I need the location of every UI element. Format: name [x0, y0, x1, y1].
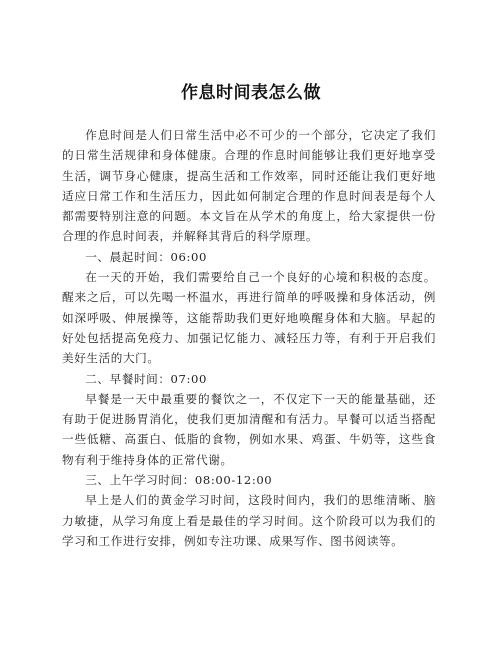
intro-paragraph: 作息时间是人们日常生活中必不可少的一个部分，它决定了我们的日常生活规律和身体健康。合理的作息时间能够让我们更好地享受生活，调节身心健康，提高生活和工作效率，同时还能让我们更好地适应日常工作和生活压力，因此如何制定合理的作息时间表是每个人都需要特别注意的问题。本文旨在从学术的角度上，给大家提供一份合理的作息时间表，并解释其背后的科学原理。 — [62, 128, 436, 244]
section-heading-wake-up: 一、晨起时间：06:00 — [85, 249, 207, 264]
breakfast-paragraph: 早餐是一天中最重要的餐饮之一，不仅定下一天的能量基础，还有助于促进肠胃消化，使我们更加清醒和有活力。早餐可以适当搭配一些低糖、高蛋白、低脂的食物，例如水果、鸡蛋、牛奶等，这些食物有利于维持身体的正常代谢。 — [62, 391, 436, 467]
morning-study-paragraph: 早上是人们的黄金学习时间，这段时间内，我们的思维清晰、脑力敏捷，从学习角度上看是最佳的学习时间。这个阶段可以为我们的学习和工作进行安排，例如专注功课、成果写作、图书阅读等。 — [62, 493, 436, 548]
section-heading-breakfast: 二、早餐时间：07:00 — [85, 371, 207, 386]
wake-up-paragraph: 在一天的开始，我们需要给自己一个良好的心境和积极的态度。醒来之后，可以先喝一杯温水，再进行简单的呼吸操和身体活动，例如深呼吸、伸展操等，这能帮助我们更好地唤醒身体和大脑。早起的好处包括提高免疫力、加强记忆能力、减轻压力等，有利于开启我们美好生活的大门。 — [62, 270, 436, 366]
document-title: 作息时间表怎么做 — [181, 83, 321, 103]
section-heading-morning-study: 三、上午学习时间：08:00-12:00 — [85, 473, 273, 488]
document-body — [62, 125, 436, 551]
